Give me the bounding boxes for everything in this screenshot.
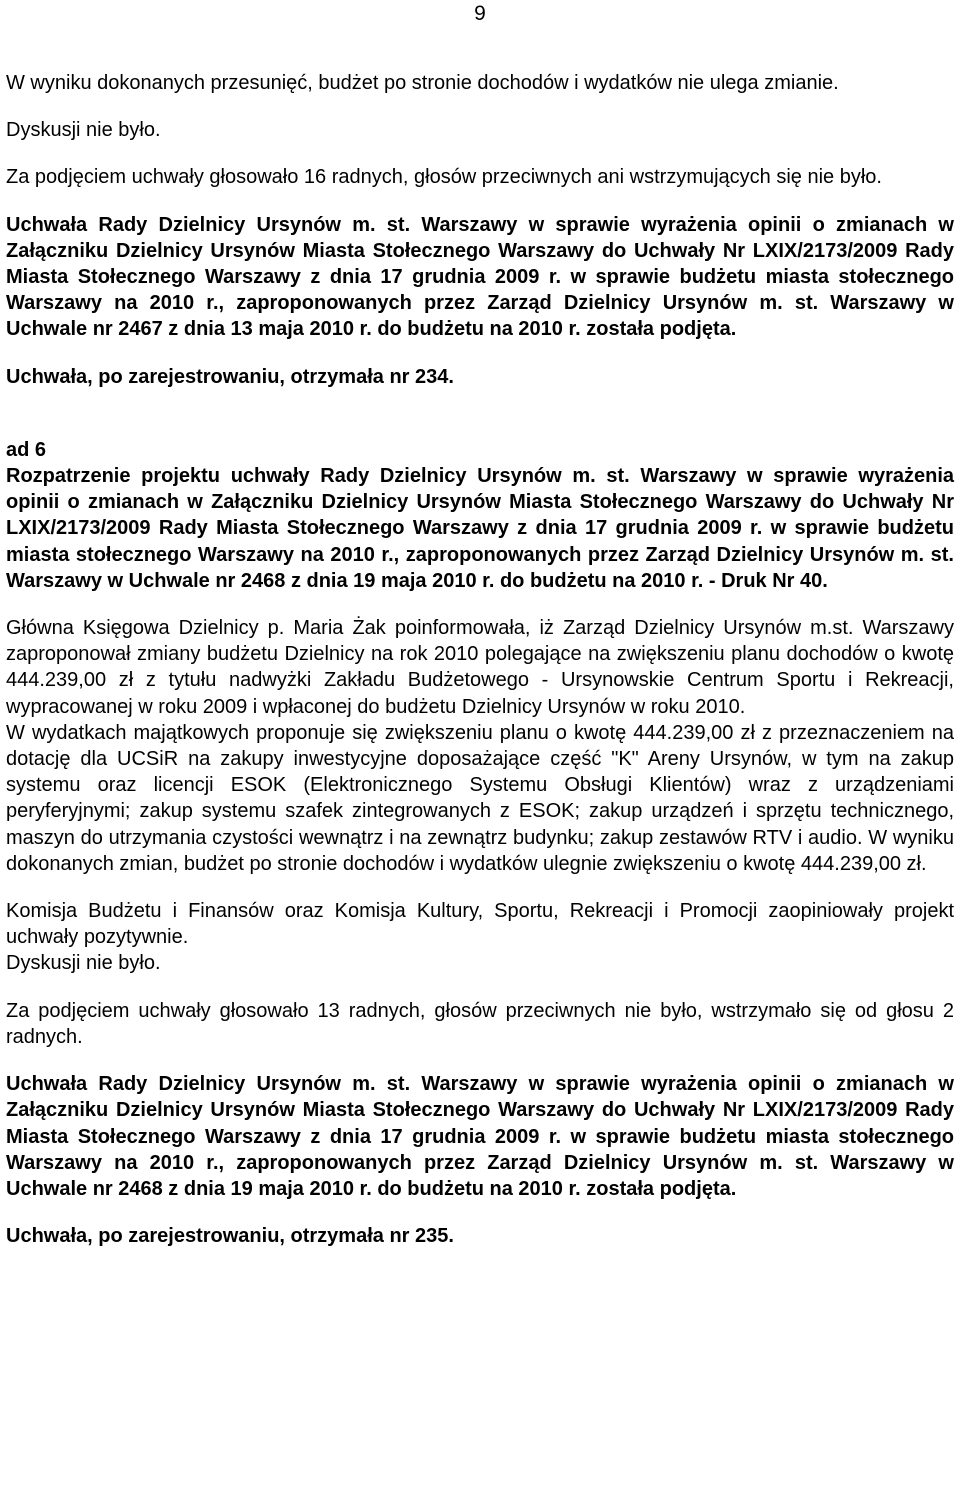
page-number: 9 bbox=[474, 2, 486, 25]
paragraph-committee-opinion: Komisja Budżetu i Finansów oraz Komisja Kultury, Sportu, Rekreacji i Promocji zaopiniowały projekt uchwały pozytywnie. bbox=[6, 900, 954, 949]
paragraph-capital-expenditure: W wydatkach majątkowych proponuje się zwiększeniu planu o kwotę 444.239,00 zł z przeznaczeniem na dotację dla UCSiR na zakupy inwestycyjne doposażające część "K" Areny Ursynów, w tym na zakup systemu oraz licencji ESOK (Elektronicznego Systemu Obsługi Klientów) wraz z urządzeniami peryferyjnymi; zakup systemu szafek zintegrowanych z ESOK; zakup urządzeń i sprzętu technicznego, maszyn do utrzymania czystości wewnątrz i na zewnątrz budynku; zakup zestawów RTV i audio. W wyniku dokonanych zmian, budżet po stronie dochodów i wydatków ulegnie zwiększeniu o kwotę 444.239,00 zł. bbox=[6, 721, 954, 875]
paragraph-accountant-report: Główna Księgowa Dzielnicy p. Maria Żak poinformowała, iż Zarząd Dzielnicy Ursynów m.st. Warszawy zaproponował zmiany budżetu Dzielnicy na rok 2010 polegające na zwiększeniu planu dochodów o kwotę 444.239,00 zł z tytułu nadwyżki Zakładu Budżetowego - Ursynowskie Centrum Sportu i Rekreacji, wypracowanej w roku 2009 i wpłaconej do budżetu Dzielnicy Ursynów w roku 2010. bbox=[6, 617, 954, 718]
paragraph-vote-result: Za podjęciem uchwały głosowało 16 radnych, głosów przeciwnych ani wstrzymujących się nie było. bbox=[6, 166, 882, 189]
section-heading-ad6: ad 6 bbox=[6, 438, 47, 461]
document-body bbox=[6, 70, 954, 1249]
section-ad6-subject: Rozpatrzenie projektu uchwały Rady Dzielnicy Ursynów m. st. Warszawy w sprawie wyrażenia opinii o zmianach w Załączniku Dzielnicy Ursynów Miasta Stołecznego Warszawy do Uchwały Nr LXIX/2173/2009 Rady Miasta Stołecznego Warszawy z dnia 17 grudnia 2009 r. w sprawie budżetu miasta stołecznego Warszawy na 2010 r., zaproponowanych przez Zarząd Dzielnicy Ursynów m. st. Warszawy w Uchwale nr 2468 z dnia 19 maja 2010 r. do budżetu na 2010 r. - Druk Nr 40. bbox=[6, 465, 954, 592]
paragraph-no-discussion: Dyskusji nie było. bbox=[6, 119, 161, 142]
paragraph-resolution-number: Uchwała, po zarejestrowaniu, otrzymała nr 234. bbox=[6, 365, 454, 388]
paragraph-budget-unchanged: W wyniku dokonanych przesunięć, budżet po stronie dochodów i wydatków nie ulega zmianie. bbox=[6, 72, 839, 94]
paragraph-no-discussion-2: Dyskusji nie było. bbox=[6, 952, 161, 975]
paragraph-vote-result-2: Za podjęciem uchwały głosowało 13 radnych, głosów przeciwnych nie było, wstrzymało się od głosu 2 radnych. bbox=[6, 999, 954, 1048]
paragraph-resolution-number-2: Uchwała, po zarejestrowaniu, otrzymała nr 235. bbox=[6, 1225, 454, 1248]
paragraph-resolution-adopted: Uchwała Rady Dzielnicy Ursynów m. st. Warszawy w sprawie wyrażenia opinii o zmianach w Załączniku Dzielnicy Ursynów Miasta Stołecznego Warszawy do Uchwały Nr LXIX/2173/2009 Rady Miasta Stołecznego Warszawy z dnia 17 grudnia 2009 r. w sprawie budżetu miasta stołecznego Warszawy na 2010 r., zaproponowanych przez Zarząd Dzielnicy Ursynów m. st. Warszawy w Uchwale nr 2467 z dnia 13 maja 2010 r. do budżetu na 2010 r. została podjęta. bbox=[6, 213, 954, 341]
paragraph-resolution-adopted-2: Uchwała Rady Dzielnicy Ursynów m. st. Warszawy w sprawie wyrażenia opinii o zmianach w Załączniku Dzielnicy Ursynów Miasta Stołecznego Warszawy do Uchwały Nr LXIX/2173/2009 Rady Miasta Stołecznego Warszawy z dnia 17 grudnia 2009 r. w sprawie budżetu miasta stołecznego Warszawy na 2010 r., zaproponowanych przez Zarząd Dzielnicy Ursynów m. st. Warszawy w Uchwale nr 2468 z dnia 19 maja 2010 r. do budżetu na 2010 r. została podjęta. bbox=[6, 1073, 954, 1200]
